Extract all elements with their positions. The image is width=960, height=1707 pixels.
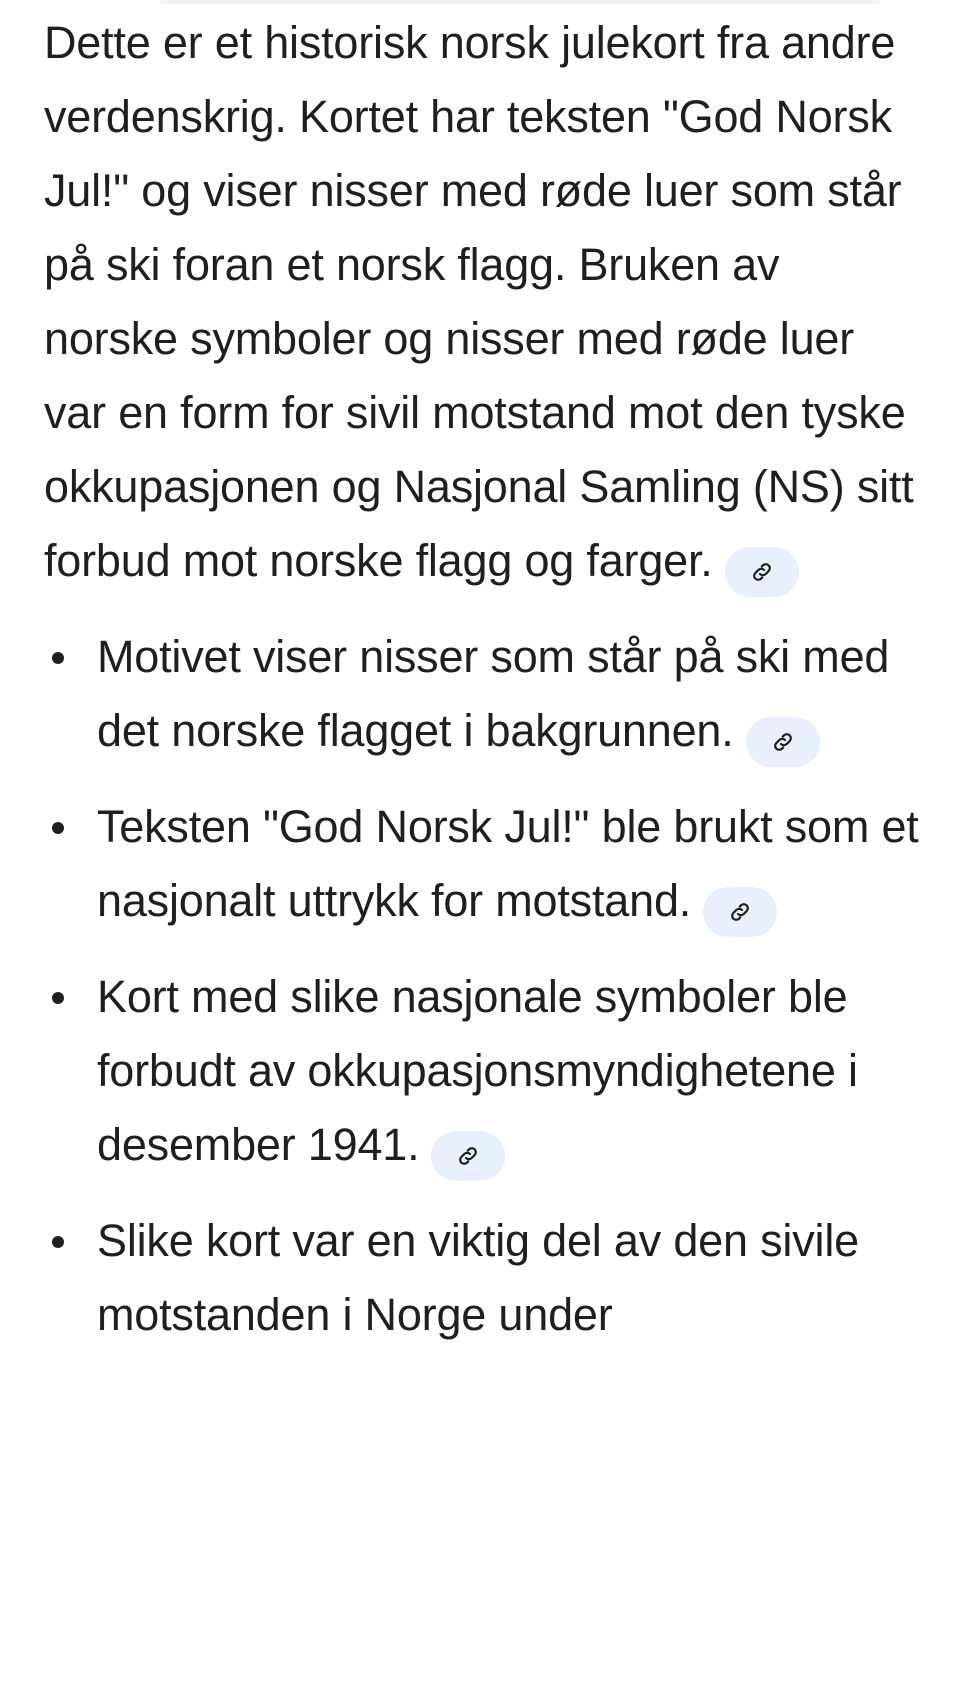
bullet-text: Motivet viser nisser som står på ski med det norske flagget i bakgrunnen.: [97, 631, 890, 756]
bullet-text: Teksten "God Norsk Jul!" ble brukt som et nasjonalt uttrykk for motstand.: [97, 801, 919, 926]
response-content: [44, 6, 924, 1374]
bullet-text: Slike kort var en viktig del av den sivile motstanden i Norge under: [97, 1215, 859, 1340]
list-item: [44, 790, 924, 938]
list-item: [44, 1204, 924, 1352]
intro-text: Dette er et historisk norsk julekort fra andre verdenskrig. Kortet har teksten "God Norsk Jul!" og viser nisser med røde luer som står på ski foran et norsk flagg. Bruken av norske symboler og nisser med røde luer var en form for sivil motstand mot den tyske okkupasjonen og Nasjonal Samling (NS) sitt forbud mot norske flagg og farger.: [44, 17, 914, 586]
link-icon: [456, 1144, 480, 1168]
intro-paragraph: [44, 6, 924, 598]
citation-chip[interactable]: [746, 717, 820, 767]
bullet-dot: [52, 992, 64, 1004]
bullet-text: Kort med slike nasjonale symboler ble forbudt av okkupasjonsmyndighetene i desember 1941.: [97, 971, 858, 1170]
bullet-dot: [52, 652, 64, 664]
link-icon: [750, 560, 774, 584]
bullet-list: [44, 620, 924, 1352]
list-item: [44, 960, 924, 1182]
citation-chip[interactable]: [703, 887, 777, 937]
citation-chip[interactable]: [431, 1131, 505, 1181]
viewport-bottom-edge: [0, 1689, 960, 1707]
list-item: [44, 620, 924, 768]
bullet-dot: [52, 822, 64, 834]
link-icon: [728, 900, 752, 924]
link-icon: [771, 730, 795, 754]
top-overlay: [160, 0, 880, 4]
citation-chip[interactable]: [725, 547, 799, 597]
bullet-dot: [52, 1236, 64, 1248]
